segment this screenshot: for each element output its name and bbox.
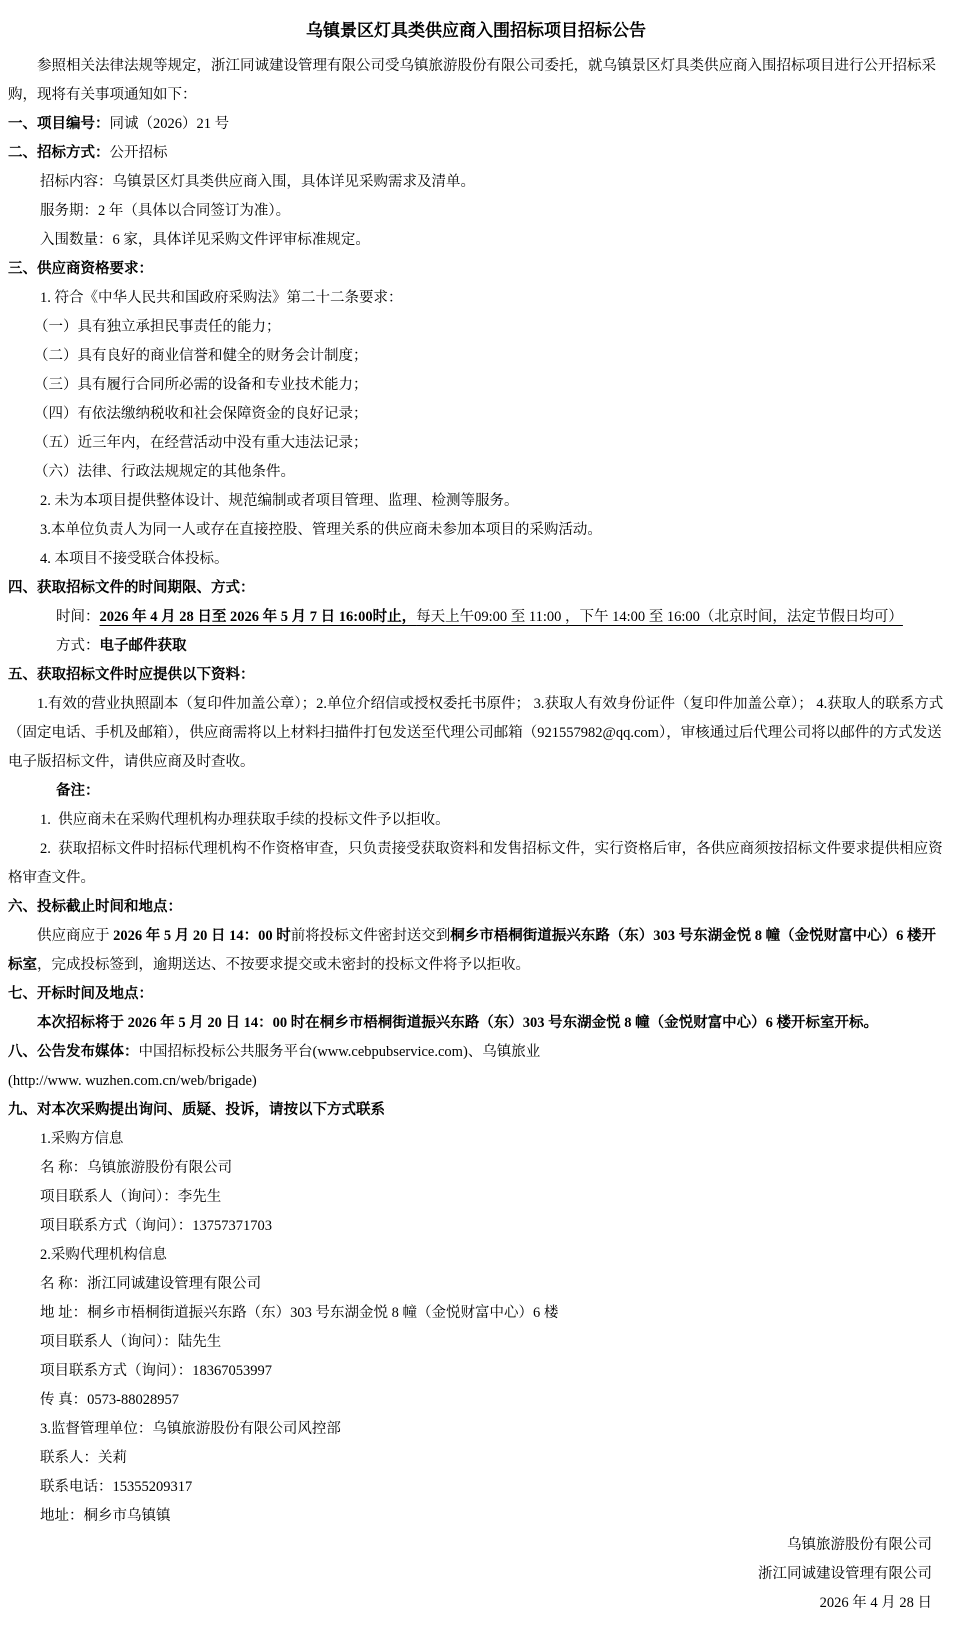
- supervisor-address-line: 地址：桐乡市乌镇镇: [40, 1508, 171, 1524]
- qualification-clause-1: （一）具有独立承担民事责任的能力；: [34, 319, 281, 335]
- section-1-project-number: [8, 110, 944, 139]
- signature-agency-company: 浙江同诚建设管理有限公司: [758, 1566, 932, 1582]
- section-1-label: 一、项目编号：: [8, 116, 110, 132]
- bidding-content-line: 招标内容：乌镇景区灯具类供应商入围，具体详见采购需求及清单。: [40, 174, 475, 190]
- bid-submission-venue: 桐乡市梧桐街道振兴东路（东）303 号东湖金悦 8 幢（金悦财富中心）6 楼开标室: [8, 928, 936, 973]
- deadline-post-text: ，完成投标签到，逾期送达、不按要求提交或未密封的投标文件将予以拒收。: [37, 957, 530, 973]
- remark-item-2: 2. 获取招标文件时招标代理机构不作资格审查，只负责接受获取资料和发售招标文件，实行资格后审，各供应商须按招标文件要求提供相应资格审查文件。: [8, 841, 943, 886]
- document-obtain-method-line: [8, 632, 944, 661]
- buyer-contact-line: 项目联系人（询问）：李先生: [40, 1189, 222, 1205]
- section-8-media-line: [8, 1038, 944, 1067]
- time-label: 时间：: [56, 609, 100, 625]
- agency-phone-line: 项目联系方式（询问）：18367053997: [40, 1363, 272, 1379]
- qualification-clause-6: （六）法律、行政法规规定的其他条件。: [34, 464, 295, 480]
- qualification-clause-2: （二）具有良好的商业信誉和健全的财务会计制度；: [34, 348, 368, 364]
- publish-media-value: 中国招标投标公共服务平台(www.cebpubservice.com)、乌镇旅业: [138, 1044, 541, 1060]
- section-7-heading: 七、开标时间及地点：: [8, 986, 153, 1002]
- section-9-heading: 九、对本次采购提出询问、质疑、投诉，请按以下方式联系: [8, 1102, 385, 1118]
- publish-media-url-line: (http://www. wuzhen.com.cn/web/brigade): [8, 1073, 257, 1089]
- qualification-item-3: 3.本单位负责人为同一人或存在直接控股、管理关系的供应商未参加本项目的采购活动。: [40, 522, 602, 538]
- section-6-heading: 六、投标截止时间和地点：: [8, 899, 182, 915]
- buyer-phone-line: 项目联系方式（询问）：13757371703: [40, 1218, 272, 1234]
- agency-name-line: 名 称：浙江同诚建设管理有限公司: [40, 1276, 262, 1292]
- section-2-label: 二、招标方式：: [8, 145, 110, 161]
- bid-deadline-datetime: 2026 年 5 月 20 日 14：00 时: [113, 928, 291, 944]
- qualification-item-4: 4. 本项目不接受联合体投标。: [40, 551, 229, 567]
- agency-info-heading: 2.采购代理机构信息: [40, 1247, 167, 1263]
- method-value: 电子邮件获取: [99, 638, 187, 654]
- required-materials-paragraph: 1.有效的营业执照副本（复印件加盖公章）；2.单位介绍信或授权委托书原件； 3.获取人有效身份证件（复印件加盖公章）； 4.获取人的联系方式（固定电话、手机及邮箱），供应商需将以上材料扫描件打包发送至代理公司邮箱（921557982@qq.com），审核通过后代理公司将以邮件的方式发送电子版招标文件，请供应商及时查收。: [8, 696, 944, 770]
- agency-contact-line: 项目联系人（询问）：陆先生: [40, 1334, 222, 1350]
- service-period-line: 服务期：2 年（具体以合同签订为准）。: [40, 203, 291, 219]
- qualification-item-2: 2. 未为本项目提供整体设计、规范编制或者项目管理、监理、检测等服务。: [40, 493, 519, 509]
- section-5-heading: 五、获取招标文件时应提供以下资料：: [8, 667, 255, 683]
- section-4-heading: 四、获取招标文件的时间期限、方式：: [8, 580, 255, 596]
- method-label: 方式：: [56, 638, 100, 654]
- supervisor-unit-heading: 3.监督管理单位：乌镇旅游股份有限公司风控部: [40, 1421, 341, 1437]
- remark-item-1: 1. 供应商未在采购代理机构办理获取手续的投标文件予以拒收。: [40, 812, 450, 828]
- signature-buyer-company: 乌镇旅游股份有限公司: [787, 1537, 932, 1553]
- shortlist-quota-line: 入围数量：6 家，具体详见采购文件评审标准规定。: [40, 232, 370, 248]
- time-range-value: 2026 年 4 月 28 日至 2026 年 5 月 7 日 16:00时止，: [99, 609, 417, 625]
- signature-date: 2026 年 4 月 28 日: [819, 1595, 932, 1611]
- qualification-clause-4: （四）有依法缴纳税收和社会保障资金的良好记录；: [34, 406, 368, 422]
- bid-opening-paragraph: 本次招标将于 2026 年 5 月 20 日 14：00 时在桐乡市梧桐街道振兴东路（东）303 号东湖金悦 8 幢（金悦财富中心）6 楼开标室开标。: [37, 1015, 878, 1031]
- time-daily-hours-value: 每天上午09:00 至 11:00 ，下午 14:00 至 16:00（北京时间，法定节假日均可）: [416, 609, 903, 625]
- bidding-method-value: 公开招标: [109, 145, 168, 161]
- section-2-heading: [8, 139, 944, 168]
- remark-label: 备注：: [56, 783, 100, 799]
- project-number-value: 同诚（2026）21 号: [109, 116, 230, 132]
- bid-deadline-paragraph: [8, 922, 944, 980]
- qualification-item-1: 1. 符合《中华人民共和国政府采购法》第二十二条要求：: [40, 290, 403, 306]
- section-3-heading: 三、供应商资格要求：: [8, 261, 153, 277]
- agency-fax-line: 传 真：0573-88028957: [40, 1392, 179, 1408]
- intro-paragraph: 参照相关法律法规等规定，浙江同诚建设管理有限公司受乌镇旅游股份有限公司委托，就乌镇景区灯具类供应商入围招标项目进行公开招标采购，现将有关事项通知如下：: [8, 58, 936, 103]
- page-title: 乌镇景区灯具类供应商入围招标项目招标公告: [306, 21, 646, 40]
- qualification-clause-3: （三）具有履行合同所必需的设备和专业技术能力；: [34, 377, 368, 393]
- deadline-mid-text: 前将投标文件密封送交到: [290, 928, 451, 944]
- supervisor-contact-line: 联系人：关莉: [40, 1450, 127, 1466]
- supervisor-phone-line: 联系电话：15355209317: [40, 1479, 193, 1495]
- deadline-pre-text: 供应商应于: [37, 928, 114, 944]
- section-8-label: 八、公告发布媒体：: [8, 1044, 139, 1060]
- agency-address-line: 地 址：桐乡市梧桐街道振兴东路（东）303 号东湖金悦 8 幢（金悦财富中心）6 楼: [40, 1305, 559, 1321]
- buyer-name-line: 名 称：乌镇旅游股份有限公司: [40, 1160, 233, 1176]
- document-obtain-time-line: [8, 603, 944, 632]
- qualification-clause-5: （五）近三年内，在经营活动中没有重大违法记录；: [34, 435, 368, 451]
- buyer-info-heading: 1.采购方信息: [40, 1131, 124, 1147]
